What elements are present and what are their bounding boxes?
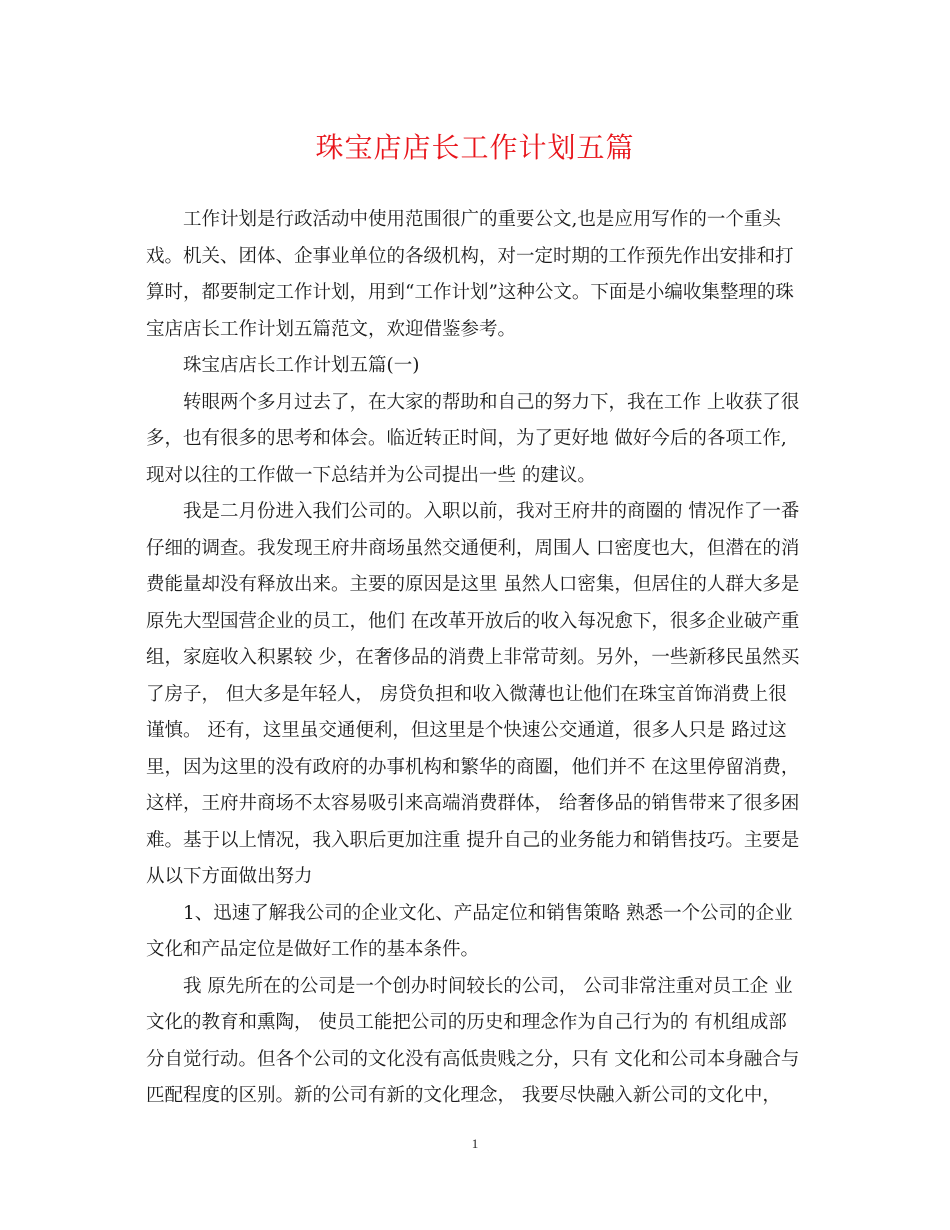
text-line: 1、迅速了解我公司的企业文化、产品定位和销售策略 熟悉一个公司的企业 xyxy=(183,902,793,924)
text-line: 宝店店长工作计划五篇范文，欢迎借鉴参考。 xyxy=(146,318,517,340)
text-line: 工作计划是行政活动中使用范围很广的重要公文,也是应用写作的一个重头 xyxy=(183,209,781,230)
text-line: 仔细的调查。我发现王府井商场虽然交通便利，周围人 口密度也大，但潜在的消 xyxy=(146,537,800,559)
text-line: 戏。机关、团体、企事业单位的各级机构，对一定时期的工作预先作出安排和打 xyxy=(146,245,794,267)
text-line: 里，因为这里的没有政府的办事机构和繁华的商圈，他们并不 在这里停留消费， xyxy=(146,756,800,778)
text-line: 现对以往的工作做一下总结并为公司提出一些 的建议。 xyxy=(146,464,596,486)
text-line: 我 原先所在的公司是一个创办时间较长的公司， 公司非常注重对员工企 业 xyxy=(183,975,793,997)
intro-paragraph xyxy=(146,202,802,348)
text-line: 了房子， 但大多是年轻人， 房贷负担和收入微薄也让他们在珠宝首饰消费上很 xyxy=(146,683,787,705)
body-paragraph xyxy=(146,969,802,1115)
text-line: 匹配程度的区别。新的公司有新的文化理念， 我要尽快融入新公司的文化中， xyxy=(146,1085,781,1106)
text-line: 多，也有很多的思考和体会。临近转正时间，为了更好地 做好今后的各项工作, xyxy=(146,428,787,449)
text-line: 难。基于以上情况，我入职后更加注重 提升自己的业务能力和销售技巧。主要是 xyxy=(146,829,800,851)
text-line: 费能量却没有释放出来。主要的原因是这里 虽然人口密集，但居住的人群大多是 xyxy=(146,574,800,595)
text-line: 转眼两个多月过去了，在大家的帮助和自己的努力下，我在工作 上收获了很 xyxy=(183,391,800,413)
text-line: 算时，都要制定工作计划，用到“工作计划”这种公文。下面是小编收集整理的珠 xyxy=(146,282,794,303)
page-number: 1 xyxy=(471,1136,479,1151)
text-line: 原先大型国营企业的员工，他们 在改革开放后的收入每况愈下，很多企业破产重 xyxy=(146,610,800,632)
text-line: 从以下方面做出努力 xyxy=(146,866,313,887)
document-body xyxy=(146,202,802,1115)
document-title: 珠宝店店长工作计划五篇 xyxy=(315,131,635,164)
text-line: 珠宝店店长工作计划五篇(一) xyxy=(183,355,420,376)
section-heading xyxy=(146,348,802,385)
text-line: 谨慎。 还有，这里虽交通便利，但这里是个快速公交通道，很多人只是 路过这 xyxy=(146,720,787,741)
text-line: 这样，王府井商场不太容易吸引来高端消费群体， 给奢侈品的销售带来了很多困 xyxy=(146,793,800,814)
text-line: 文化的教育和熏陶， 使员工能把公司的历史和理念作为自己行为的 有机组成部 xyxy=(146,1012,787,1033)
body-paragraph xyxy=(146,494,802,896)
body-paragraph xyxy=(146,385,802,495)
text-line: 文化和产品定位是做好工作的基本条件。 xyxy=(146,939,480,960)
body-paragraph xyxy=(146,896,802,969)
text-line: 分自觉行动。但各个公司的文化没有高低贵贱之分，只有 文化和公司本身融合与 xyxy=(146,1048,800,1070)
text-line: 组，家庭收入积累较 少，在奢侈品的消费上非常苛刻。另外，一些新移民虽然买 xyxy=(146,647,800,668)
text-line: 我是二月份进入我们公司的。入职以前，我对王府井的商圈的 情况作了一番 xyxy=(183,501,800,522)
